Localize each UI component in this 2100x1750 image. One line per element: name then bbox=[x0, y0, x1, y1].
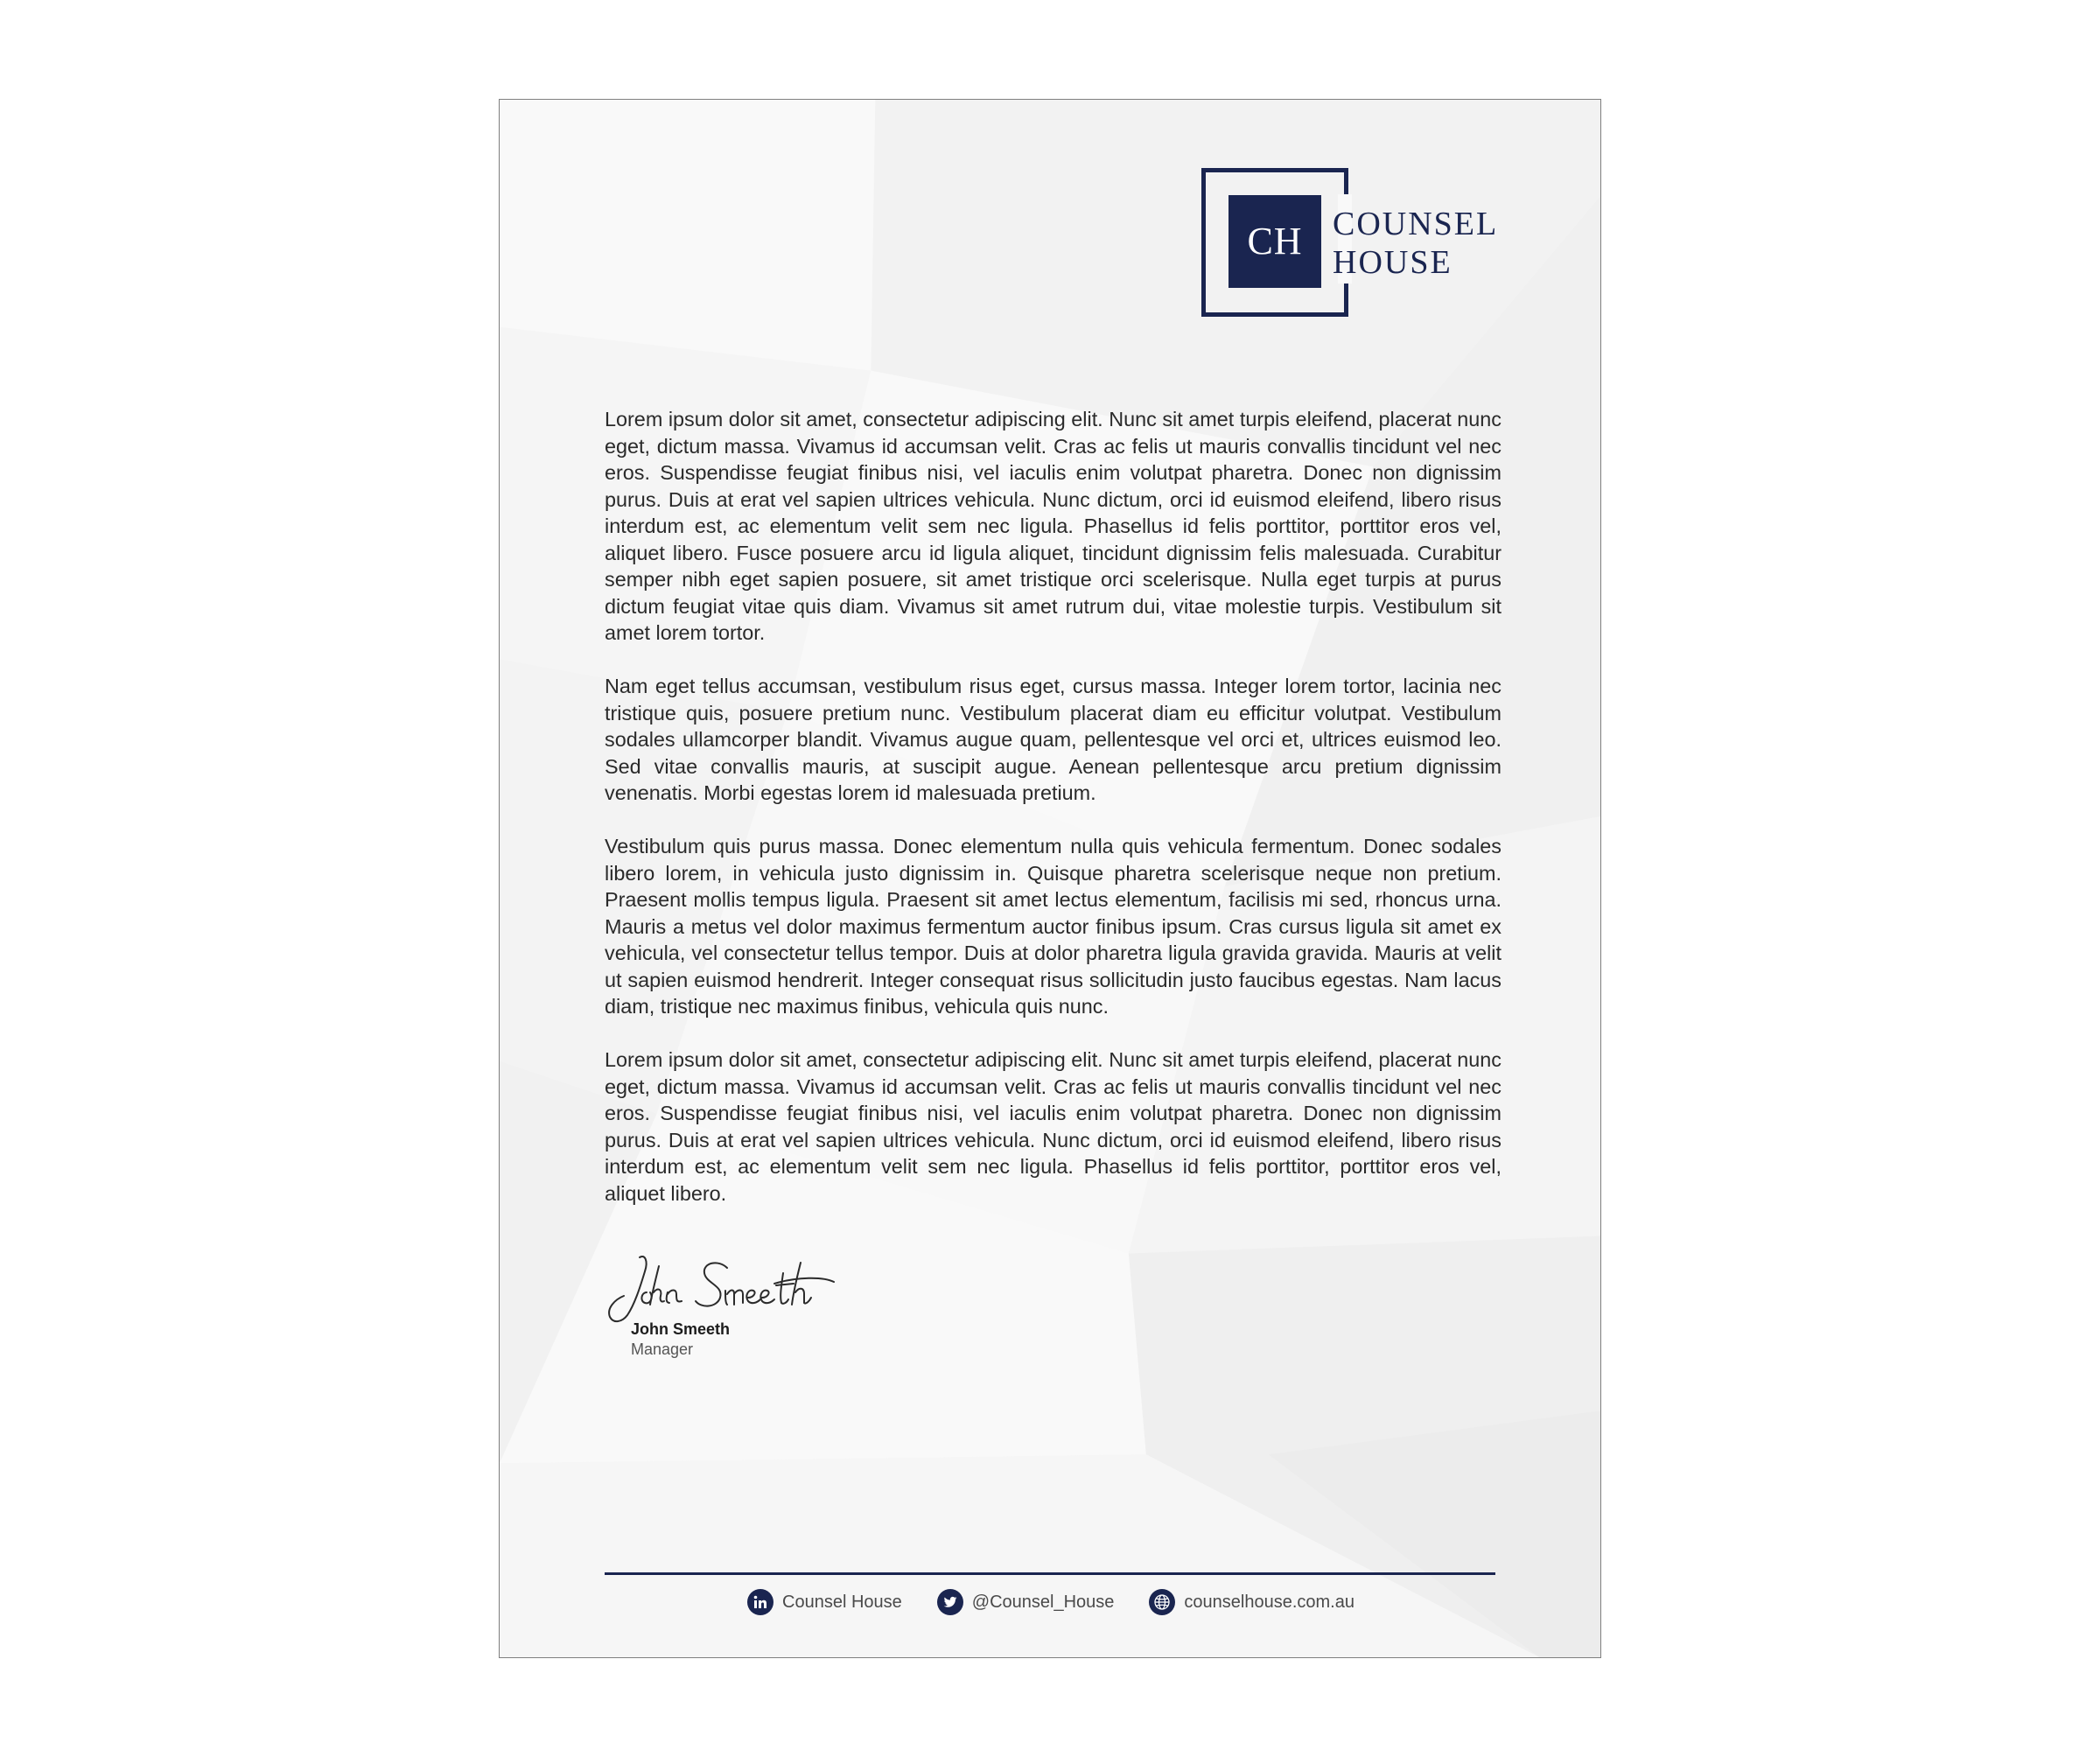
footer-contacts bbox=[500, 1580, 1601, 1624]
letterhead-page bbox=[499, 99, 1601, 1658]
paragraph: Lorem ipsum dolor sit amet, consectetur adipiscing elit. Nunc sit amet turpis eleifend, placerat nunc eget, dictum massa. Vivamus id accumsan velit. Cras ac felis ut mauris convallis tincidunt vel nec eros. Suspendisse feugiat finibus nisi, vel iaculis enim volutpat pharetra. Donec non dignissim purus. Duis at erat vel sapien ultrices vehicula. Nunc dictum, orci id euismod eleifend, libero risus interdum est, ac elementum velit sem nec ligula. Phasellus id felis porttitor, porttitor eros vel, aliquet libero. Fusce posuere arcu id ligula aliquet, tincidunt dignissim felis malesuada. Curabitur semper nibh eget sapien posuere, sit amet tristique orci scelerisque. Nulla eget turpis at purus dictum feugiat vitae quis diam. Vivamus sit amet rutrum dui, vitae molestie turpis. Vestibulum sit amet lorem tortor. bbox=[605, 408, 1502, 644]
signer-name: John Smeeth bbox=[631, 1320, 731, 1338]
linkedin-label[interactable]: Counsel House bbox=[782, 1592, 902, 1612]
letter-body bbox=[605, 406, 1502, 1234]
company-logo bbox=[1201, 168, 1516, 321]
globe-icon bbox=[1149, 1589, 1175, 1615]
twitter-label[interactable]: @Counsel_House bbox=[971, 1592, 1115, 1612]
logo-monogram: CH bbox=[1228, 195, 1321, 288]
signer-title: Manager bbox=[631, 1340, 694, 1358]
paragraph: Vestibulum quis purus massa. Donec elementum nulla quis vehicula fermentum. Donec sodales libero lorem, in vehicula justo dignissim in. Quisque pharetra scelerisque neque non pretium. Praesent mollis tempus ligula. Praesent sit amet lectus elementum, facilisis mi sed, rhoncus urna. Mauris a metus vel dolor maximus fermentum auctor finibus ipsum. Cras cursus ligula sit amet ex vehicula, vel consectetur tellus tempor. Duis at dolor pharetra ligula gravida gravida. Mauris at velit ut sapien euismod hendrerit. Integer consequat risus sollicitudin justo faucibus egestas. Nam lacus diam, tristique nec maximus finibus, vehicula quis nunc. bbox=[605, 835, 1502, 1018]
website-label[interactable]: counselhouse.com.au bbox=[1184, 1592, 1354, 1612]
footer-linkedin[interactable] bbox=[747, 1589, 902, 1615]
logo-word-house: HOUSE bbox=[1333, 244, 1452, 281]
paragraph: Lorem ipsum dolor sit amet, consectetur adipiscing elit. Nunc sit amet turpis eleifend, placerat nunc eget, dictum massa. Vivamus id accumsan velit. Cras ac felis ut mauris convallis tincidunt vel nec eros. Suspendisse feugiat finibus nisi, vel iaculis enim volutpat pharetra. Donec non dignissim purus. Duis at erat vel sapien ultrices vehicula. Nunc dictum, orci id euismod eleifend, libero risus interdum est, ac elementum velit sem nec ligula. Phasellus id felis porttitor, porttitor eros vel, aliquet libero. bbox=[605, 1048, 1502, 1205]
twitter-icon bbox=[937, 1589, 963, 1615]
footer-twitter[interactable] bbox=[937, 1589, 1115, 1615]
footer-website[interactable] bbox=[1149, 1589, 1354, 1615]
paragraph: Nam eget tellus accumsan, vestibulum risus eget, cursus massa. Integer lorem tortor, lacinia nec tristique quis, posuere pretium nunc. Vestibulum placerat diam eu efficitur volutpat. Vestibulum sodales ullamcorper blandit. Vivamus augue quam, pellentesque vel orci et, ultrices euismod leo. Sed vitae convallis mauris, at suscipit augue. Aenean pellentesque arcu pretium dignissim venenatis. Morbi egestas lorem id malesuada pretium. bbox=[605, 675, 1502, 804]
linkedin-icon bbox=[747, 1589, 774, 1615]
logo-word-counsel: COUNSEL bbox=[1333, 206, 1499, 242]
footer-divider bbox=[605, 1572, 1495, 1575]
